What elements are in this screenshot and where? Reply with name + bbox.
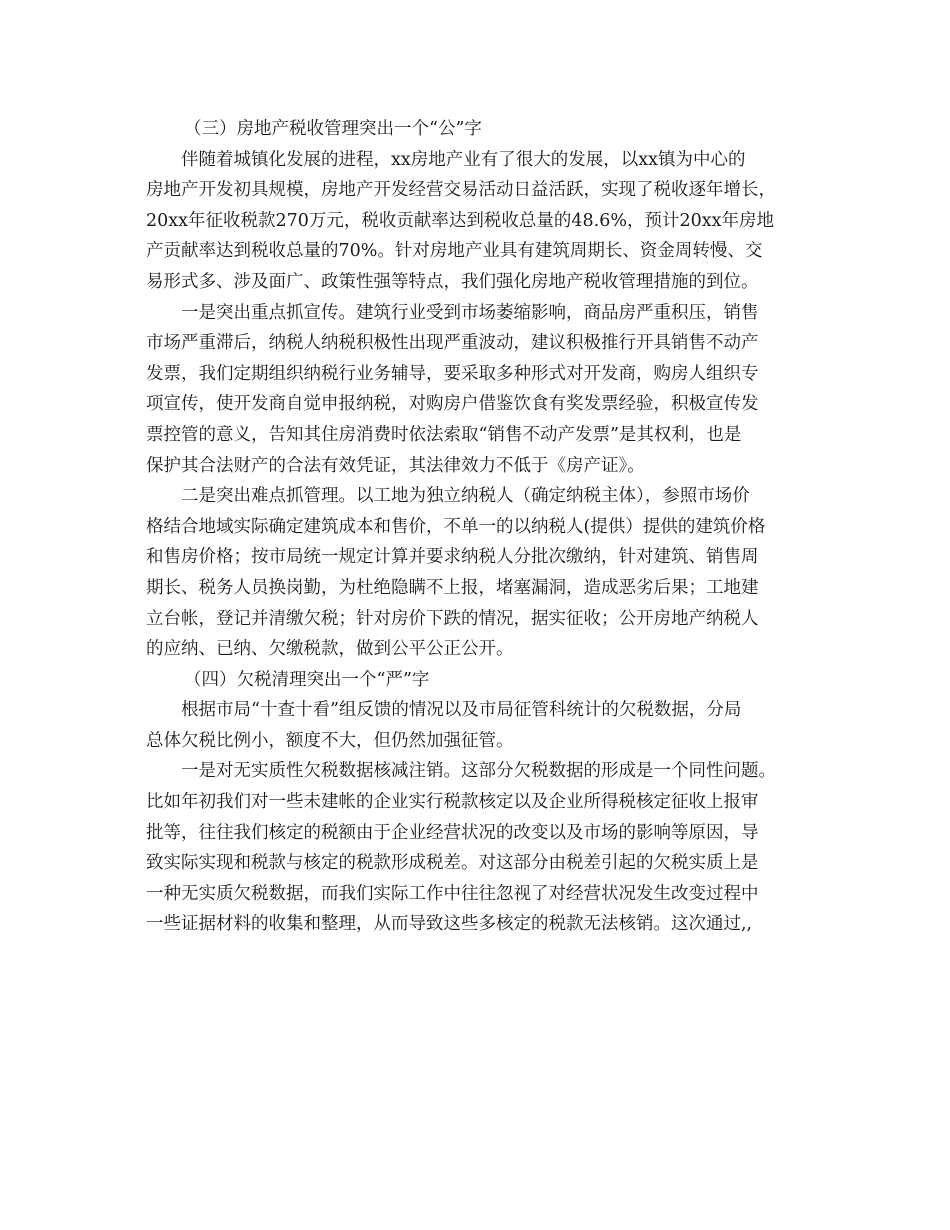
text-line: 票控管的意义，告知其住房消费时依法索取“销售不动产发票”是其权利，也是 — [146, 424, 742, 445]
text-line: 市场严重滞后，纳税人纳税积极性出现严重波动，建议积极推行开具销售不动产 — [146, 333, 759, 354]
text-line: 保护其合法财产的合法有效凭证，其法律效力不低于《房产证》。 — [146, 455, 645, 476]
text-line: 一是对无实质性欠税数据核减注销。这部分欠税数据的形成是一个同性问题。 — [181, 761, 776, 782]
text-line: 比如年初我们对一些未建帐的企业实行税款核定以及企业所得税核定征收上报审 — [146, 792, 759, 813]
text-line: 一些证据材料的收集和整理，从而导致这些多核定的税款无法核销。这次通过,, — [146, 914, 753, 935]
text-line: 根据市局“十查十看”组反馈的情况以及市局征管科统计的欠税数据，分局 — [181, 700, 742, 721]
text-line: 发票，我们定期组织纳税行业务辅导，要采取多种形式对开发商，购房人组织专 — [146, 363, 759, 384]
text-line: 的应纳、已纳、欠缴税款，做到公平公正公开。 — [146, 639, 514, 660]
text-line: 项宣传，使开发商自觉申报纳税，对购房户借鉴饮食有奖发票经验，积极宣传发 — [146, 394, 759, 415]
paragraph — [146, 481, 816, 665]
text-line: 总体欠税比例小，额度不大，但仍然加强征管。 — [146, 730, 514, 751]
text-line: 二是突出难点抓管理。以工地为独立纳税人（确定纳税主体），参照市场价 — [181, 486, 750, 507]
section-heading: （四）欠税清理突出一个“严”字 — [184, 669, 430, 690]
text-line: 致实际实现和税款与核定的税款形成税差。对这部分由税差引起的欠税实质上是 — [146, 853, 759, 874]
paragraph — [146, 298, 816, 482]
section-heading: （三）房地产税收管理突出一个“公”字 — [184, 119, 482, 139]
text-line: 期长、税务人员换岗勤，为杜绝隐瞒不上报，堵塞漏洞，造成恶劣后果；工地建 — [146, 577, 759, 598]
text-line: 批等，往往我们核定的税额由于企业经营状况的改变以及市场的影响等原因，导 — [146, 822, 759, 843]
text-line: 产贡献率达到税收总量的70%。针对房地产业具有建筑周期长、资金周转慢、交 — [146, 241, 763, 262]
paragraph — [146, 145, 816, 298]
text-line: 一种无实质欠税数据，而我们实际工作中往往忽视了对经营状况发生改变过程中 — [146, 883, 759, 904]
text-line: 格结合地域实际确定建筑成本和售价，不单一的以纳税人(提供）提供的建筑价格 — [146, 516, 766, 537]
text-line: 易形式多、涉及面广、政策性强等特点，我们强化房地产税收管理措施的到位。 — [146, 271, 759, 292]
text-line: 立台帐，登记并清缴欠税；针对房价下跌的情况，据实征收；公开房地产纳税人 — [146, 608, 759, 629]
text-line: 20xx年征收税款270万元，税收贡献率达到税收总量的48.6%，预计20xx年房地 — [146, 210, 775, 231]
text-line: 房地产开发初具规模，房地产开发经营交易活动日益活跃，实现了税收逐年增长， — [146, 180, 776, 201]
document-body — [146, 114, 816, 940]
paragraph — [146, 695, 816, 756]
paragraph — [146, 756, 816, 940]
text-line: 伴随着城镇化发展的进程，xx房地产业有了很大的发展，以xx镇为中心的 — [181, 149, 746, 170]
text-line: 一是突出重点抓宣传。建筑行业受到市场萎缩影响，商品房严重积压，销售 — [181, 302, 759, 323]
text-line: 和售房价格；按市局统一规定计算并要求纳税人分批次缴纳，针对建筑、销售周 — [146, 547, 759, 568]
